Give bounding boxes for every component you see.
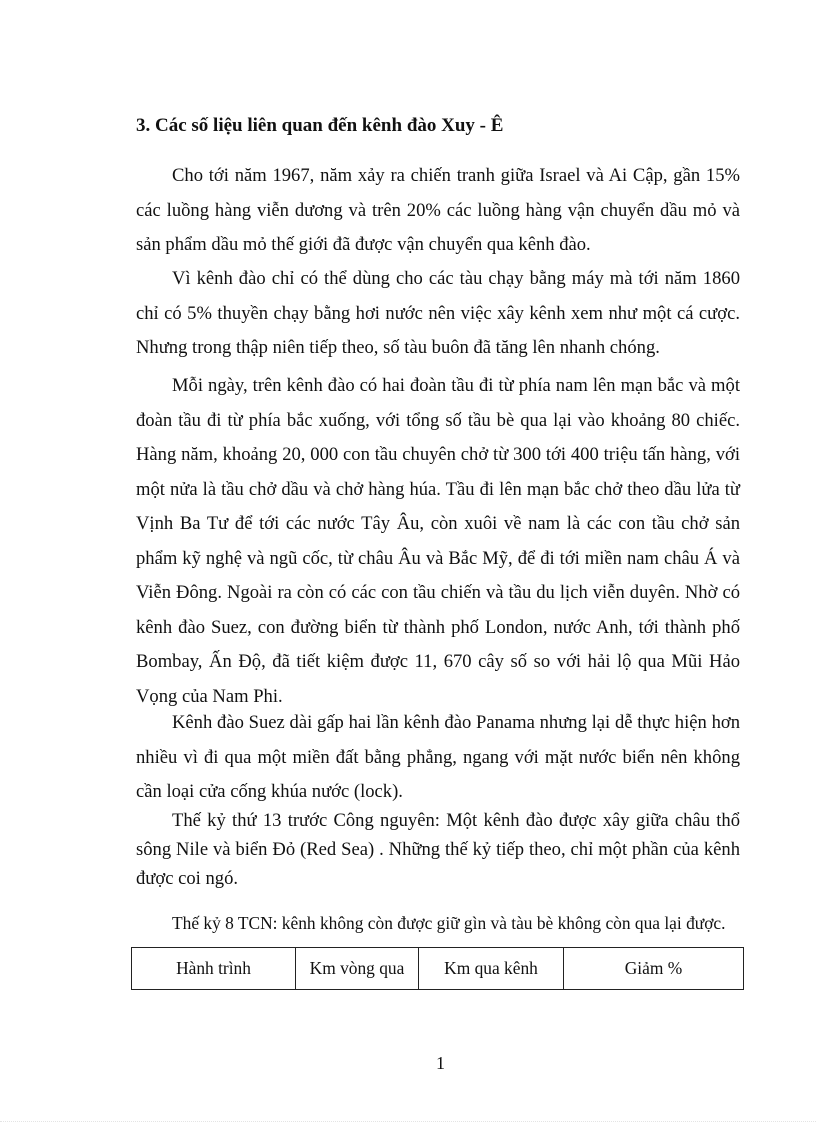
paragraph-1967-cargo: Cho tới năm 1967, năm xảy ra chiến tranh giữa Israel và Ai Cập, gần 15% các luồng hàng viễn dương và trên 20% các luồng hàng vận chuyển dầu mỏ và sản phẩm dầu mỏ thế giới đã được vận chuyển qua kênh đào. (136, 165, 740, 255)
page-bottom-edge (0, 1121, 816, 1122)
table-header-reduction: Giảm % (564, 948, 744, 990)
paragraph-daily-traffic: Mỗi ngày, trên kênh đào có hai đoàn tầu đi từ phía nam lên mạn bắc và một đoàn tầu đi từ phía bắc xuống, với tổng số tầu bè qua lại vào khoảng 80 chiếc. Hàng năm, khoảng 20, 000 con tầu chuyên chở từ 300 tới 400 triệu tấn hàng, với một nửa là tầu chở dầu và chở hàng húa. Tầu đi lên mạn bắc chở theo dầu lửa từ Vịnh Ba Tư để tới các nước Tây Âu, còn xuôi về nam là các con tầu chở sản phẩm kỹ nghệ và ngũ cốc, từ châu Âu và Bắc Mỹ, để đi tới miền nam châu Á và Viễn Đông. Ngoài ra còn có các con tầu chiến và tầu du lịch viễn duyên. Nhờ có kênh đào Suez, con đường biển từ thành phố London, nước Anh, tới thành phố Bombay, Ấn Độ, đã tiết kiệm được 11, 670 cây số so với hải lộ qua Mũi Hảo Vọng của Nam Phi. (136, 375, 740, 707)
paragraph-steam-ships: Vì kênh đào chỉ có thể dùng cho các tàu chạy bằng máy mà tới năm 1860 chỉ có 5% thuyền chạy bằng hơi nước nên việc xây kênh xem như một cá cược. Nhưng trong thập niên tiếp theo, số tàu buôn đã tăng lên nhanh chóng. (136, 268, 740, 358)
paragraph-8th-century-bc: Thế kỷ 8 TCN: kênh không còn được giữ gìn và tàu bè không còn qua lại được. (172, 913, 726, 933)
table-header-route: Hành trình (132, 948, 296, 990)
table-header-km-canal: Km qua kênh (419, 948, 564, 990)
page-number: 1 (436, 1053, 445, 1073)
table-header-row (132, 948, 744, 990)
route-savings-table (131, 947, 744, 990)
paragraph-13th-century-bc: Thế kỷ thứ 13 trước Công nguyên: Một kênh đào được xây giữa châu thổ sông Nile và biển Đỏ (Red Sea) . Những thế kỷ tiếp theo, chỉ một phần của kênh được coi ngó. (136, 810, 740, 889)
table-header-km-around: Km vòng qua (296, 948, 419, 990)
paragraph-panama-comparison: Kênh đào Suez dài gấp hai lần kênh đào Panama nhưng lại dễ thực hiện hơn nhiều vì đi qua một miền đất bằng phẳng, ngang với mặt nước biển nên không cần loại cửa cống khúa nước (lock). (136, 712, 740, 802)
section-heading: 3. Các số liệu liên quan đến kênh đào Xuy - Ê (136, 115, 504, 136)
